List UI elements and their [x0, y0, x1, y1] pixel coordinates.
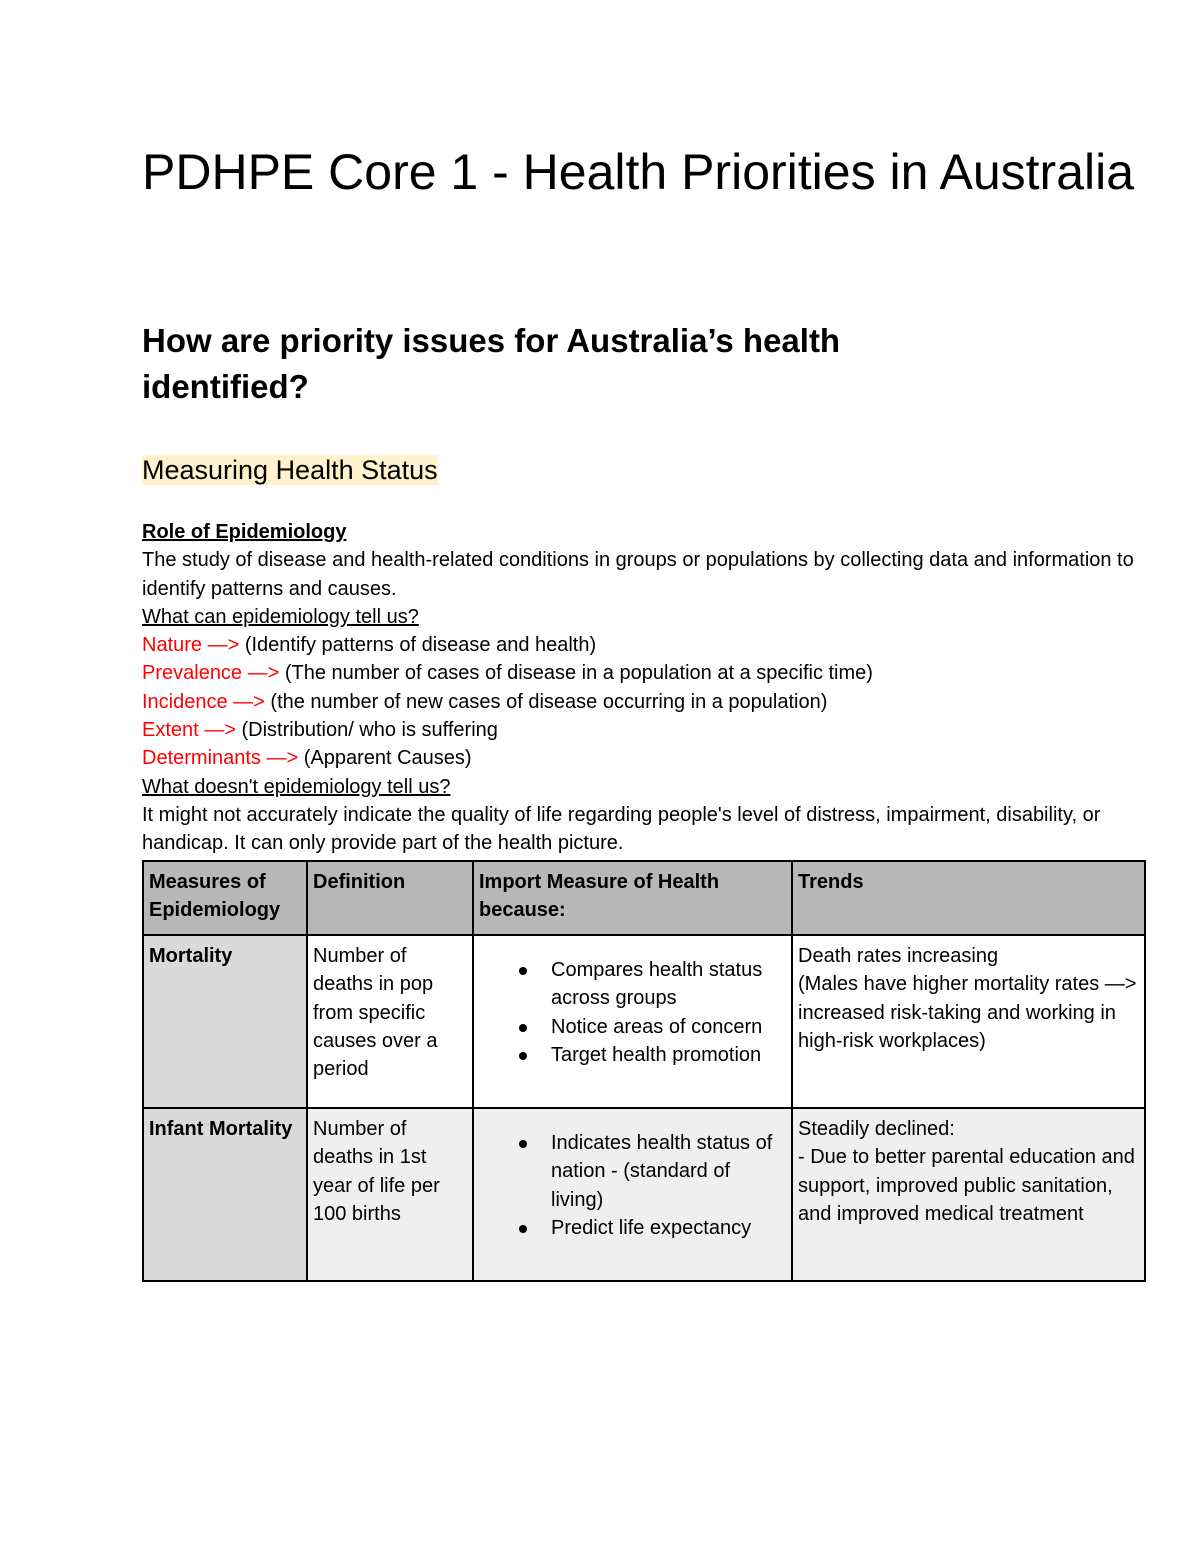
- epi-item-desc: (the number of new cases of disease occurring in a population): [264, 690, 828, 713]
- table-row: [143, 935, 1145, 1108]
- limitation-text: It might not accurately indicate the quality of life regarding people's level of distress, impairment, disability, or handicap. It can only provide part of the health picture.: [142, 803, 1101, 855]
- epi-item-term: Incidence —>: [142, 690, 265, 713]
- trend-line: - Due to better parental education and support, improved public sanitation, and improved medical treatment: [798, 1146, 1135, 1225]
- section-heading: [142, 450, 438, 490]
- measure-cell: Mortality: [143, 935, 307, 1108]
- epi-item-term: Extent —>: [142, 719, 236, 742]
- trend-line: Death rates increasing: [798, 945, 999, 967]
- measure-cell: Infant Mortality: [143, 1108, 307, 1281]
- list-item: Notice areas of concern: [551, 1013, 786, 1041]
- trends-cell: [792, 1108, 1145, 1281]
- trend-line: Steadily declined:: [798, 1118, 955, 1140]
- epi-item: [142, 659, 1142, 687]
- trend-line: (Males have higher mortality rates —> increased risk-taking and working in high-risk workplaces): [798, 973, 1137, 1052]
- trends-cell: [792, 935, 1145, 1108]
- table-header-cell: Trends: [792, 861, 1145, 935]
- epi-item: [142, 716, 1142, 744]
- reasons-list: [479, 956, 786, 1069]
- not-tell-question: What doesn't epidemiology tell us?: [142, 775, 451, 798]
- list-item: Predict life expectancy: [551, 1214, 786, 1242]
- epidemiology-table: [142, 860, 1146, 1282]
- epi-item-desc: (Identify patterns of disease and health): [239, 634, 597, 657]
- epi-item: [142, 744, 1142, 772]
- definition-cell: Number of deaths in pop from specific causes over a period: [307, 935, 473, 1108]
- epi-item-term: Determinants —>: [142, 747, 299, 770]
- definition-cell: Number of deaths in 1st year of life per 100 births: [307, 1108, 473, 1281]
- epi-item-term: Prevalence —>: [142, 662, 280, 685]
- list-item: Indicates health status of nation - (standard of living): [551, 1129, 786, 1214]
- epidemiology-definition: The study of disease and health-related conditions in groups or populations by collecting data and information to identify patterns and causes.: [142, 549, 1134, 600]
- epidemiology-section: [142, 518, 1142, 858]
- document-subtitle: How are priority issues for Australia’s health identified?: [142, 322, 841, 405]
- table-header-row: [143, 861, 1145, 935]
- reasons-cell: [473, 1108, 792, 1281]
- reasons-cell: [473, 935, 792, 1108]
- epidemiology-heading: Role of Epidemiology: [142, 521, 347, 543]
- epi-item-desc: (Apparent Causes): [298, 747, 472, 770]
- tell-question: What can epidemiology tell us?: [142, 605, 419, 628]
- table-header-cell: Measures of Epidemiology: [143, 861, 307, 935]
- table-row: [143, 1108, 1145, 1281]
- table-header-cell: Definition: [307, 861, 473, 935]
- section-heading-text: Measuring Health Status: [142, 455, 438, 485]
- table-header-cell: Import Measure of Health because:: [473, 861, 792, 935]
- epi-item: [142, 631, 1142, 659]
- epi-item-term: Nature —>: [142, 634, 240, 657]
- epi-item: [142, 688, 1142, 716]
- list-item: Target health promotion: [551, 1041, 786, 1069]
- document-title: PDHPE Core 1 - Health Priorities in Australia: [142, 144, 1135, 200]
- reasons-list: [479, 1129, 786, 1242]
- list-item: Compares health status across groups: [551, 956, 786, 1013]
- epi-item-desc: (Distribution/ who is suffering: [235, 719, 498, 742]
- epi-item-desc: (The number of cases of disease in a population at a specific time): [279, 662, 873, 685]
